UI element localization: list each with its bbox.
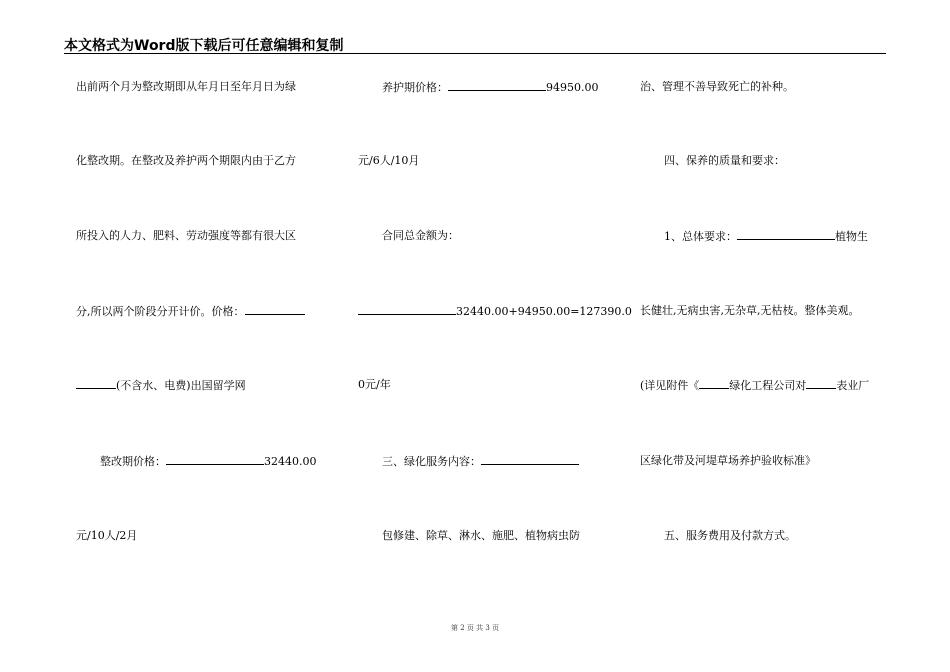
col1-price-blank-cont <box>76 378 116 389</box>
col2-line-4 <box>358 304 632 319</box>
attachment-ref-middle: 绿化工程公司对 <box>729 379 807 392</box>
col1-line-1: 出前两个月为整改期即从年月日至年月日为绿 <box>76 80 296 93</box>
col1-price-label: 分,所以两个阶段分开计价。价格： <box>76 305 245 318</box>
general-requirements-blank <box>737 229 835 240</box>
col3-line-7: 五、服务费用及付款方式。 <box>664 529 796 542</box>
col1-line-4 <box>76 304 305 319</box>
service-content-heading: 三、绿化服务内容： <box>382 455 481 468</box>
col2-line-1 <box>382 80 599 95</box>
col1-line-6 <box>100 454 317 469</box>
rectification-price-blank <box>166 454 264 465</box>
col3-line-1: 治、管理不善导致死亡的补种。 <box>640 80 794 93</box>
col1-line-2: 化整改期。在整改及养护两个期限内由于乙方 <box>76 154 296 167</box>
col2-line-3: 合同总金额为： <box>382 229 459 242</box>
col2-line-5: 0元/年 <box>358 378 391 391</box>
general-requirements-tail: 植物生 <box>835 230 868 243</box>
col3-line-3 <box>664 229 868 244</box>
col3-line-6: 区绿化带及河堤草场养护验收标准》 <box>640 454 816 467</box>
col2-line-6 <box>382 454 579 469</box>
col3-line-2: 四、保养的质量和要求： <box>664 154 785 167</box>
service-content-blank <box>481 454 579 465</box>
col1-line-7: 元/10人/2月 <box>76 529 138 542</box>
col3-line-5 <box>640 378 869 393</box>
attachment-ref-open: (详见附件《 <box>640 379 700 392</box>
col1-price-blank <box>245 304 305 315</box>
maintenance-price-value: 94950.00 <box>546 81 599 94</box>
general-requirements-label: 1、总体要求： <box>664 230 737 243</box>
header-divider <box>64 53 886 54</box>
total-amount-blank <box>358 304 456 315</box>
col1-line-5 <box>76 378 246 393</box>
company-name-blank <box>699 378 729 389</box>
page-number-footer: 第 2 页 共 3 页 <box>450 624 500 632</box>
document-header-title: 本文格式为Word版下载后可任意编辑和复制 <box>64 38 344 54</box>
rectification-price-label: 整改期价格： <box>100 455 166 468</box>
col1-line-3: 所投入的人力、肥料、劳动强度等都有很大区 <box>76 229 296 242</box>
factory-name-blank <box>806 378 836 389</box>
attachment-ref-tail: 表业厂 <box>836 379 870 392</box>
maintenance-price-label: 养护期价格： <box>382 81 448 94</box>
total-amount-value: 32440.00+94950.00=127390.0 <box>456 305 632 318</box>
rectification-price-value: 32440.00 <box>264 455 317 468</box>
col2-line-2: 元/6人/10月 <box>358 154 420 167</box>
col2-line-7: 包修建、除草、淋水、施肥、植物病虫防 <box>382 529 580 542</box>
maintenance-price-blank <box>448 80 546 91</box>
col1-exclusion-note: (不含水、电费)出国留学网 <box>116 379 246 392</box>
col3-line-4: 长健壮,无病虫害,无杂草,无枯枝。整体美观。 <box>640 304 860 317</box>
